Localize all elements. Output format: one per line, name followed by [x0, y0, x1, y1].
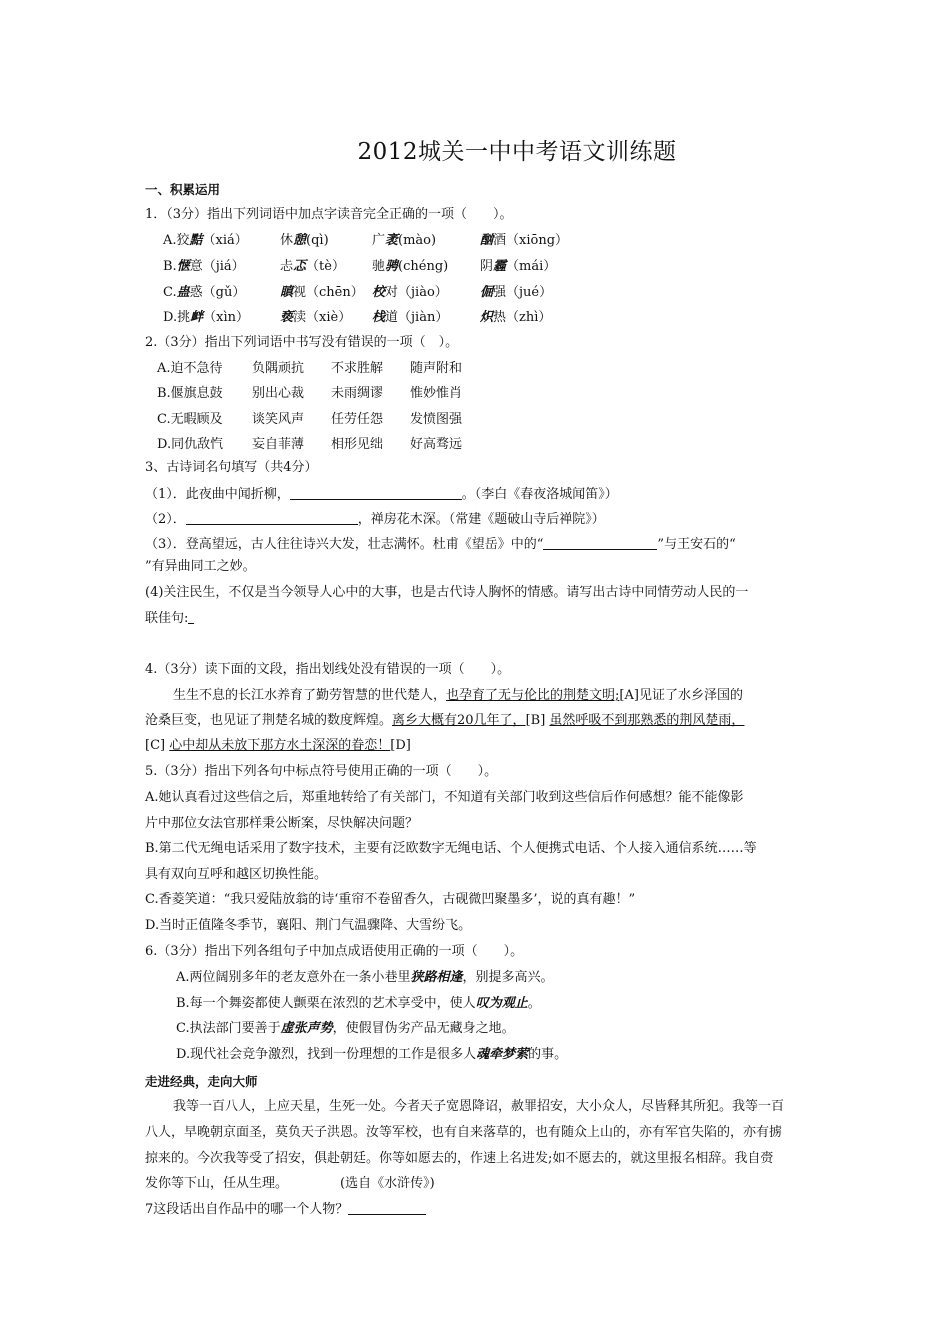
passage-line-3: 掠来的。今次我等受了招安，俱赴朝廷。你等如愿去的，作速上名进发;如不愿去的，就这里报名相辞。我自赍	[145, 1151, 774, 1166]
page-title: 2012城关一中中考语文训练题	[357, 139, 677, 165]
question-4-passage-line-1: 生生不息的长江水养育了勤劳智慧的世代楚人，也孕育了无与伦比的荆楚文明;[A]见证了水乡泽国的	[173, 688, 743, 703]
section-heading: 走进经典，走向大师	[145, 1074, 258, 1089]
question-5-option-c: C.香菱笑道：“我只爱陆放翁的诗‘重帘不卷留香久，古砚微凹聚墨多’，说的真有趣！”	[145, 892, 636, 907]
question-5-option-b: B.第二代无绳电话采用了数字技术，主要有泛欧数字无绳电话、个人便携式电话、个人接入通信系统……等	[145, 841, 757, 856]
answer-blank[interactable]	[348, 1200, 426, 1215]
answer-blank[interactable]	[290, 485, 462, 500]
question-6-option-b: B.每一个舞姿都使人颤栗在浓烈的艺术享受中，使人叹为观止。	[176, 996, 541, 1011]
passage-line-1: 我等一百八人，上应天星，生死一处。今者天子宽恩降诏，赦罪招安，大小众人，尽皆释其所犯。我等一百	[173, 1099, 785, 1114]
question-3-line-4: (4)关注民生，不仅是当今领导人心中的大事，也是古代诗人胸怀的情感。请写出古诗中同情劳动人民的一	[145, 585, 749, 600]
passage-line-4: 发你等下山，任从生理。 (选自《水浒传》)	[145, 1176, 435, 1191]
question-3-line-4-cont: 联佳句:	[145, 609, 194, 627]
question-3-line-3-cont: ”有异曲同工之妙。	[145, 559, 256, 574]
question-6-stem: 6.（3分）指出下列各组句子中加点成语使用正确的一项（ ）。	[145, 944, 524, 959]
answer-blank[interactable]	[186, 510, 358, 525]
question-6-option-c: C.执法部门要善于虚张声势，使假冒伪劣产品无藏身之地。	[176, 1021, 515, 1036]
question-1-stem: 1．（3分）指出下列词语中加点字读音完全正确的一项（ ）。	[145, 207, 513, 222]
passage-line-2: 八人，早晚朝京面圣，莫负天子洪恩。汝等军校，也有自来落草的，也有随众上山的，亦有军官失陷的，亦有掳	[145, 1125, 783, 1140]
question-4-passage-line-3: [C] 心中却从未放下那方水土深深的眷恋！[D]	[145, 738, 411, 753]
question-5-option-d: D.当时正值隆冬季节，襄阳、荆门气温骤降、大雪纷飞。	[145, 918, 472, 933]
question-5-option-a: A.她认真看过这些信之后，郑重地转给了有关部门，不知道有关部门收到这些信后作何感想？能不能像影	[145, 790, 744, 805]
question-5-stem: 5.（3分）指出下列各句中标点符号使用正确的一项（ ）。	[145, 764, 498, 779]
question-5-option-a-cont: 片中那位女法官那样秉公断案，尽快解决问题？	[145, 816, 419, 831]
answer-blank[interactable]	[188, 609, 194, 624]
question-5-option-b-cont: 具有双向互呼和越区切换性能。	[145, 867, 328, 882]
answer-blank[interactable]	[543, 535, 657, 550]
question-4-stem: 4.（3分）读下面的文段，指出划线处没有错误的一项（ ）。	[145, 662, 511, 677]
question-3-line-1: （1）．此夜曲中闻折柳， 。（李白《春夜洛城闻笛》）	[145, 487, 618, 502]
question-3-line-3: （3）．登高望远，古人往往诗兴大发，壮志满怀。杜甫《望岳》中的“ ”与王安石的“	[145, 537, 736, 552]
question-3-line-2: （2）． ，禅房花木深。（常建《题破山寺后禅院》）	[145, 512, 605, 527]
question-2-stem: 2.（3分）指出下列词语中书写没有错误的一项（ ）。	[145, 335, 459, 350]
question-7: 7这段话出自作品中的哪一个人物？	[145, 1200, 426, 1218]
question-3-stem: 3、古诗词名句填写（共4分）	[145, 460, 318, 475]
passage-source: (选自《水浒传》)	[340, 1176, 435, 1191]
question-6-option-a: A.两位阔别多年的老友意外在一条小巷里狭路相逢，别提多高兴。	[176, 970, 554, 985]
question-4-passage-line-2: 沧桑巨变，也见证了荆楚名城的数度辉煌。离乡大概有20几年了，[B] 虽然呼吸不到那熟悉的荆风楚雨，	[145, 713, 745, 728]
section-heading: 一、积累运用	[145, 182, 221, 197]
question-6-option-d: D.现代社会竞争激烈，找到一份理想的工作是很多人魂牵梦萦的事。	[176, 1047, 568, 1062]
